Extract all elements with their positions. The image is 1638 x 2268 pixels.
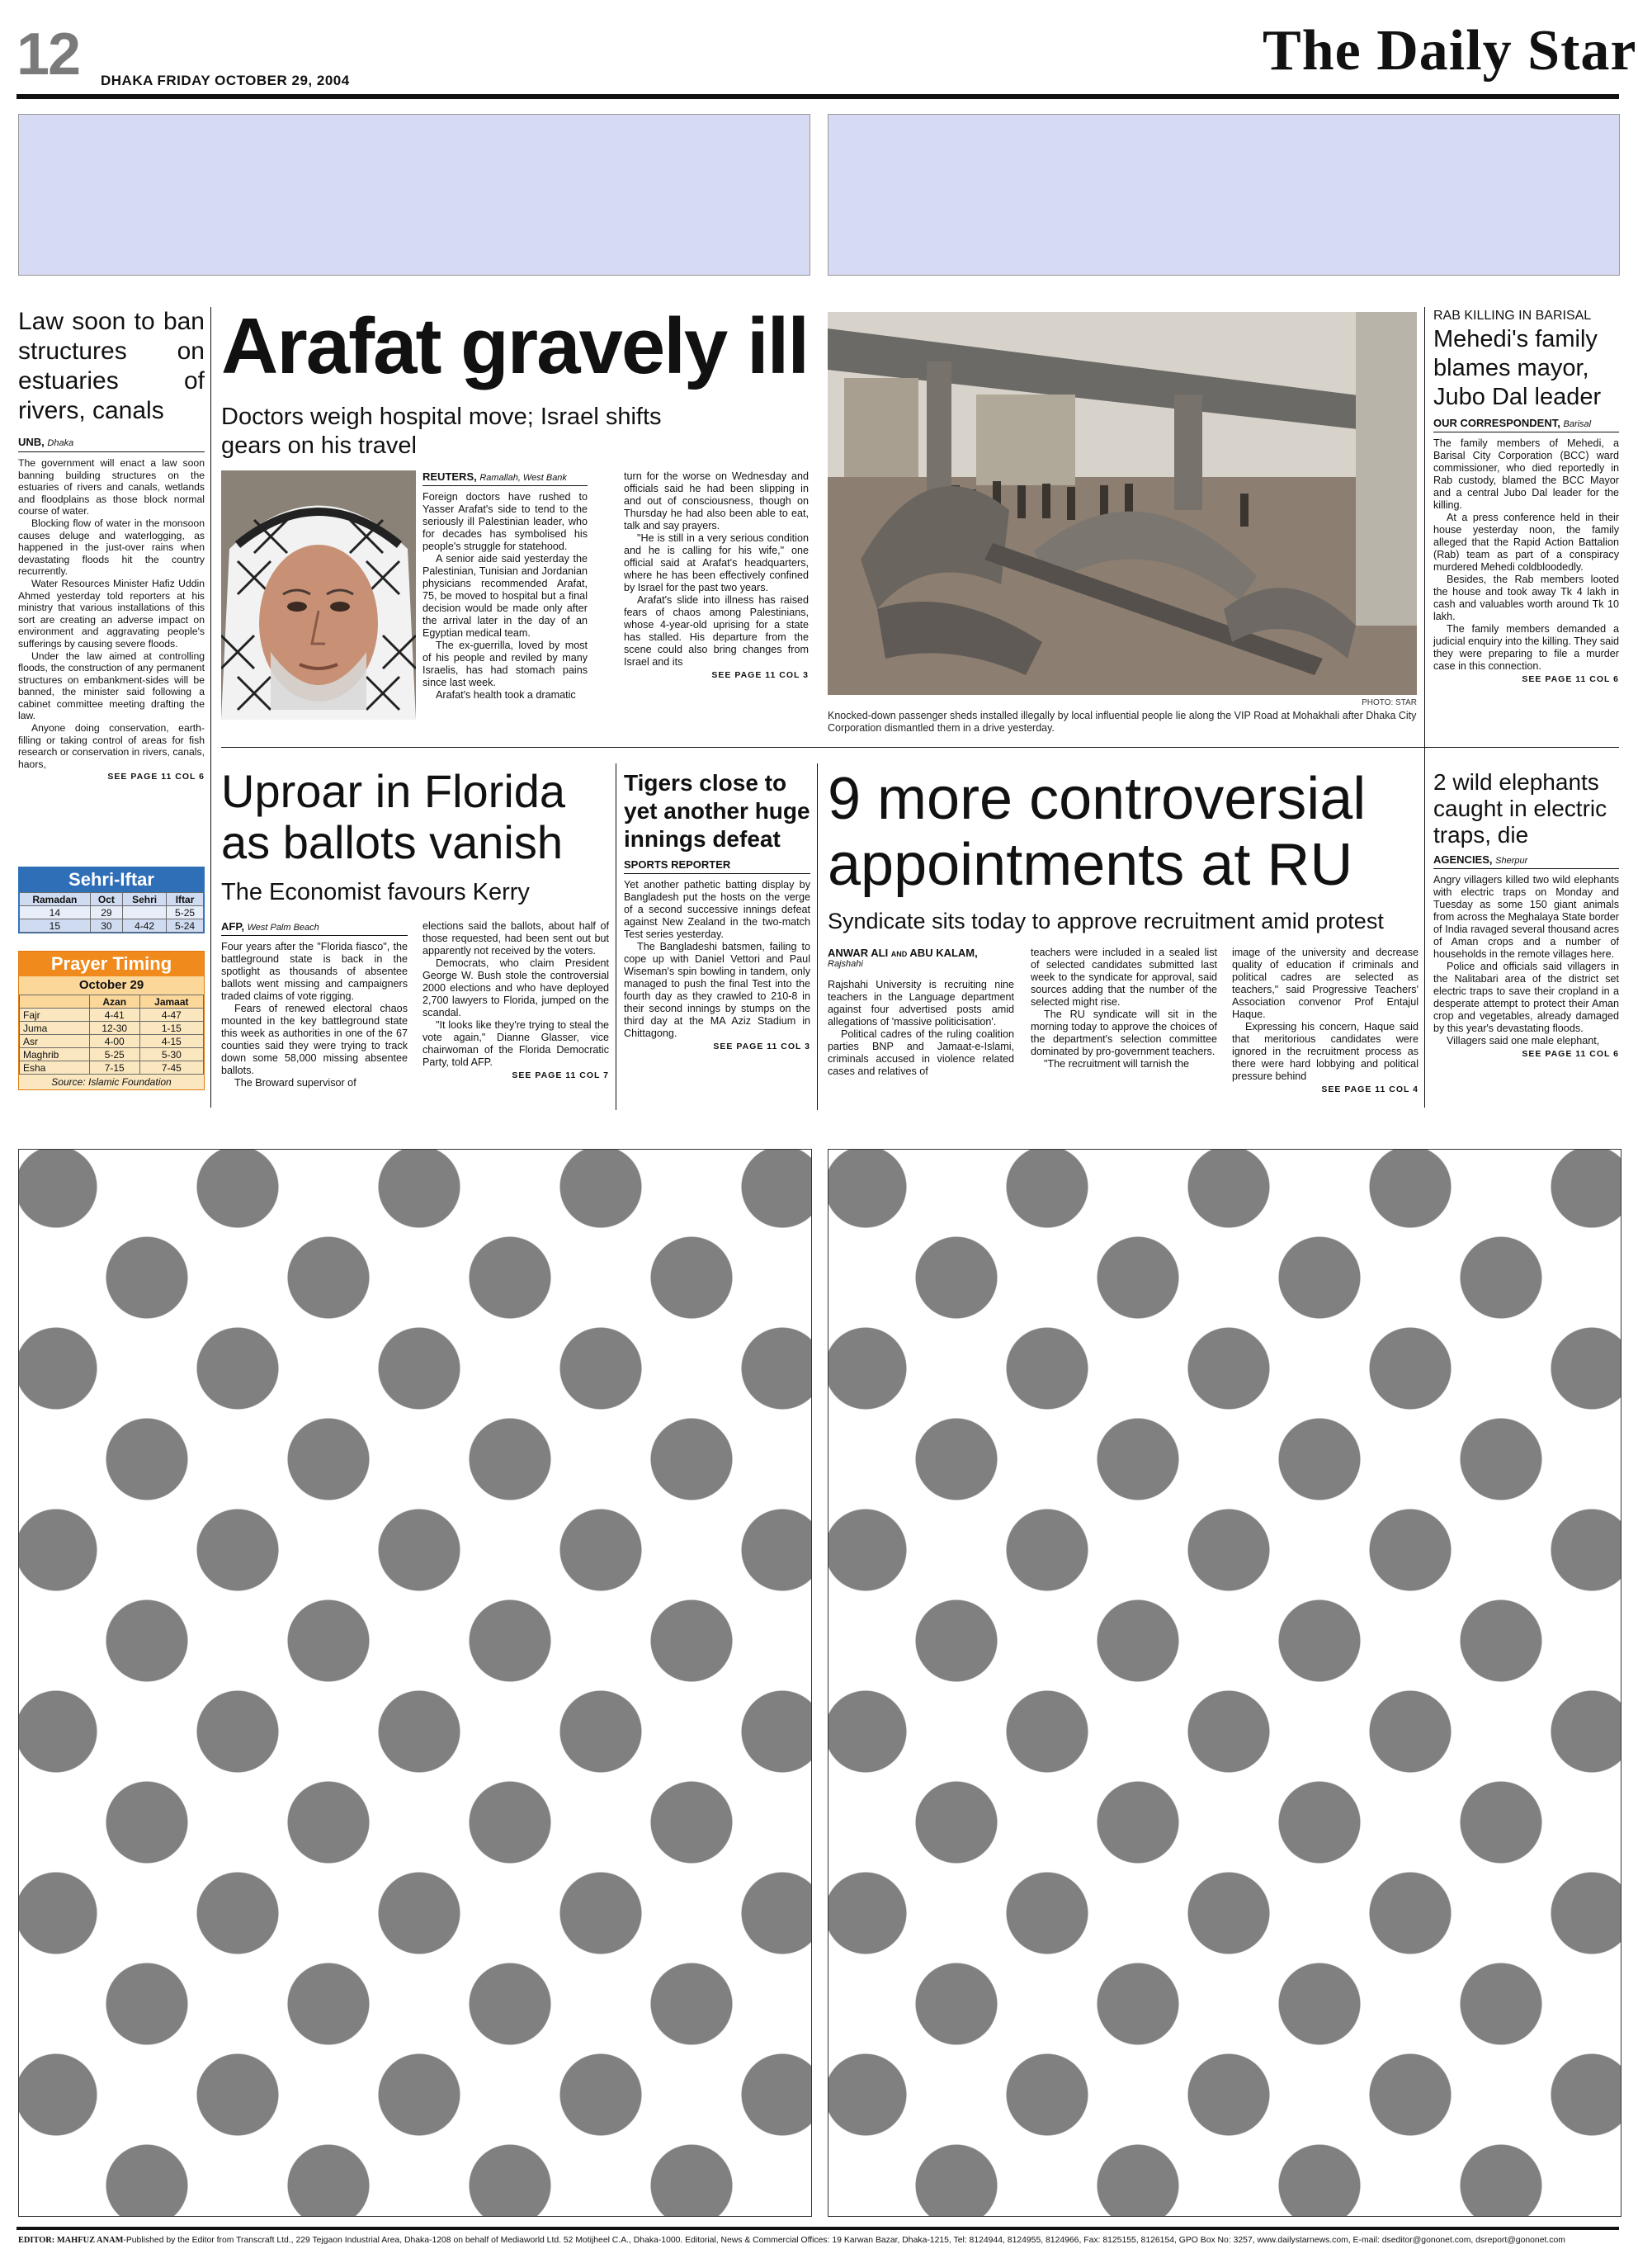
sehri-header-cell: Ramadan <box>20 893 91 906</box>
florida-col1 <box>221 920 408 1089</box>
paragraph: Democrats, who claim President George W. Bush stole the controversial 2000 elections and who have deployed 2,700 lawyers to Florida, jumped on the scandal. <box>422 957 609 1018</box>
prayer-cell: 12-30 <box>89 1022 139 1035</box>
prayer-date: October 29 <box>19 976 204 995</box>
arafat-subhead: Doctors weigh hospital move; Israel shifts gears on his travel <box>221 404 662 459</box>
paragraph: The family members demanded a judicial enquiry into the killing. They said they were preparing to file a murder case in this connection. <box>1433 623 1619 672</box>
paragraph: elections said the ballots, about half of those requested, had been sent out but apparently not received by the voters. <box>422 920 609 957</box>
paragraph: "He is still in a very serious condition and he is calling for his wife," one official said at Arafat's headquarters, where he has been effectively confined by Israel for the past two years. <box>624 532 809 593</box>
paragraph: The Bangladeshi batsmen, failing to cope up with Daniel Vettori and Paul Wiseman's spin bowling in tandem, only managed to push the final Test into the fourth day as they crawled to 210-8 in their second innings by stumps on the third day at the MA Aziz Stadium in Chittagong. <box>624 941 810 1039</box>
sehri-row <box>20 919 204 933</box>
arafat-byline-agency: REUTERS, <box>422 470 477 483</box>
sehri-cell: 4-42 <box>123 919 167 933</box>
prayer-title: Prayer Timing <box>19 952 204 976</box>
prayer-cell: 1-15 <box>139 1022 203 1035</box>
ru-col1 <box>828 947 1014 1078</box>
prayer-cell: 7-45 <box>139 1061 203 1075</box>
sehri-title: Sehri-Iftar <box>19 867 204 892</box>
ru-col3 <box>1232 947 1418 1094</box>
dateline: DHAKA FRIDAY OCTOBER 29, 2004 <box>101 73 350 88</box>
paragraph: Rajshahi University is recruiting nine teachers in the Language department against four advertised posts amid allegations of 'massive politicisation'. <box>828 979 1014 1028</box>
prayer-row <box>20 1035 204 1048</box>
paragraph: Fears of renewed electoral chaos mounted in the key battleground state this week as authorities in one of the 67 counties said they were trying to track down some 58,000 missing absentee ballots. <box>221 1003 408 1076</box>
section-rule <box>221 747 1619 748</box>
paragraph: The government will enact a law soon banning building structures on the estuaries of rivers and canals, wetlands and floodplains as those block normal course of water. <box>18 457 205 517</box>
prayer-name: Esha <box>20 1061 90 1075</box>
florida-subhead: The Economist favours Kerry <box>221 879 530 905</box>
paragraph: Arafat's health took a dramatic <box>436 689 576 701</box>
tigers-headline[interactable]: Tigers close to yet another huge innings defeat <box>624 770 810 852</box>
ru-subhead: Syndicate sits today to approve recruitment amid protest <box>828 909 1384 933</box>
paragraph: Foreign doctors have rushed to Yasser Arafat's side to tend to the seriously ill Palestinian leader, who for decades has symbolised his people's struggle for statehood. <box>422 491 588 552</box>
paragraph: The family members of Mehedi, a Barisal City Corporation (BCC) ward commissioner, who died reportedly in Rab custody, blamed the BCC Mayor and a central Jubo Dal leader for the killing. <box>1433 437 1619 511</box>
arafat-body-2 <box>624 470 809 669</box>
advert-panel-right[interactable] <box>828 1149 1621 2217</box>
arafat-continued[interactable]: SEE PAGE 11 COL 3 <box>711 670 809 680</box>
paragraph: Arafat's slide into illness has raised fears of chaos among Palestinians, whose 4-year-old uprising for a state has stalled. His departure from the scene could also bring changes from Israel and its <box>624 594 809 668</box>
paragraph: The Broward supervisor of <box>234 1077 356 1089</box>
footer-text: -Published by the Editor from Transcraft Ltd., 229 Tejgaon Industrial Area, Dhaka-1208 on behalf of Mediaworld Ltd. 52 Motijheel C.A., Dhaka-1000. Editorial, News & Commercial Offices: 19 Karwan Bazar, Dhaka-1215, Tel: 8124944, 8124955, 8124966, Fax: 8125155, 8126154, GPO Box No: 3257, www.dailystarnews.com, E-mail: dseditor@gononet.com, dsreport@gononet.com <box>123 2236 1565 2245</box>
footer-rule <box>17 2227 1619 2230</box>
sehri-header-cell: Oct <box>90 893 122 906</box>
florida-byline-place: West Palm Beach <box>247 923 319 933</box>
paragraph: Angry villagers killed two wild elephants with electric traps on Monday and Tuesday as some 150 giant animals from across the Meghalaya State border of India ravaged several thousand acres of Aman crops and a number of households in the remote villages here. <box>1433 874 1619 960</box>
elephants-story <box>1433 769 1619 1059</box>
rab-headline[interactable]: Mehedi's family blames mayor, Jubo Dal leader <box>1433 326 1602 410</box>
paragraph: Blocking flow of water in the monsoon causes deluge and waterlogging, as happened in the just-over rains when devastating floods hit the country recurrently. <box>18 517 205 578</box>
photo-credit: PHOTO: STAR <box>1362 698 1417 707</box>
law-story <box>18 307 205 782</box>
elephants-byline-agency: AGENCIES, <box>1433 853 1493 866</box>
column-rule <box>817 763 818 1110</box>
elephants-continued[interactable]: SEE PAGE 11 COL 6 <box>1522 1049 1619 1059</box>
ru-body-3 <box>1232 947 1418 1083</box>
ru-body-2 <box>1031 947 1217 1070</box>
rab-continued[interactable]: SEE PAGE 11 COL 6 <box>1522 674 1619 684</box>
sehri-cell: 5-25 <box>167 906 204 919</box>
paragraph: Villagers said one male elephant, <box>1447 1035 1600 1047</box>
arafat-byline-place: Ramallah, West Bank <box>479 473 567 483</box>
rab-body <box>1433 437 1619 673</box>
prayer-cell: 4-15 <box>139 1035 203 1048</box>
prayer-row <box>20 1061 204 1075</box>
tigers-continued[interactable]: SEE PAGE 11 COL 3 <box>713 1042 810 1051</box>
sehri-table <box>19 892 204 933</box>
prayer-row <box>20 1022 204 1035</box>
arafat-headline[interactable]: Arafat gravely ill <box>221 302 808 390</box>
advert-left[interactable] <box>18 114 810 276</box>
paragraph: Police and officials said villagers in the Nalitabari area of the district set electric traps to save their cropland in a desperate attempt to protect their Aman crop and vegetables, already damaged by this year's devastating floods. <box>1433 961 1619 1034</box>
ru-continued[interactable]: SEE PAGE 11 COL 4 <box>1321 1084 1418 1094</box>
footer-editor: EDITOR: MAHFUZ ANAM <box>18 2236 124 2245</box>
footer-imprint <box>18 2235 1619 2246</box>
florida-continued[interactable]: SEE PAGE 11 COL 7 <box>512 1070 609 1080</box>
ru-body-1 <box>828 979 1014 1078</box>
prayer-header-cell: Jamaat <box>139 995 203 1009</box>
prayer-header-cell: Azan <box>89 995 139 1009</box>
florida-headline[interactable]: Uproar in Florida as ballots vanish <box>221 765 566 868</box>
law-continued[interactable]: SEE PAGE 11 COL 6 <box>107 772 205 782</box>
law-byline <box>18 436 205 448</box>
prayer-name: Asr <box>20 1035 90 1048</box>
prayer-row <box>20 1009 204 1022</box>
law-byline-rule <box>18 451 205 452</box>
paragraph: A senior aide said yesterday the Palestinian, Tunisian and Jordanian physicians recommended Arafat, 75, be moved to hospital but a final decision would be made only after the arrival later in the day of an Egyptian medical team. <box>422 553 588 639</box>
paragraph: Under the law aimed at controlling floods, the construction of any permanent structures on embankment-sides will be banned, the minister said following a cabinet committee meeting drafting the law. <box>18 650 205 722</box>
elephants-byline-place: Sherpur <box>1495 856 1528 866</box>
tigers-byline: SPORTS REPORTER <box>624 858 731 871</box>
sehri-row <box>20 906 204 919</box>
column-rule <box>210 307 211 1108</box>
prayer-cell: 5-30 <box>139 1048 203 1061</box>
arafat-body-1 <box>422 491 588 702</box>
arafat-portrait-icon <box>221 470 416 720</box>
sehri-cell: 15 <box>20 919 91 933</box>
paragraph: Yet another pathetic batting display by Bangladesh put the hosts on the verge of a second successive innings defeat against New Zealand in the two-match Test series yesterday. <box>624 879 810 940</box>
paper-logo: The Daily Star <box>1263 19 1637 83</box>
paragraph: Anyone doing conservation, earth-filling or taking control of areas for fish research or conservation in rivers, canals, haors, <box>18 722 205 770</box>
page-number: 12 <box>17 21 80 87</box>
news-photo <box>828 312 1417 695</box>
florida-body-1 <box>221 941 408 1089</box>
prayer-cell: 7-15 <box>89 1061 139 1075</box>
rab-byline <box>1433 417 1619 429</box>
paragraph: Political cadres of the ruling coalition parties BNP and Jamaat-e-Islami, criminals accused in violence related cases and relatives of <box>828 1028 1014 1077</box>
prayer-name: Juma <box>20 1022 90 1035</box>
prayer-table <box>19 995 204 1075</box>
law-byline-place: Dhaka <box>47 438 74 448</box>
sehri-cell: 14 <box>20 906 91 919</box>
photo-caption: Knocked-down passenger sheds installed illegally by local influential people lie along the VIP Road at Mohakhali after Dhaka City Corporation dismantled them in a drive yesterday. <box>828 710 1417 734</box>
tigers-body <box>624 879 810 1040</box>
paragraph: teachers were included in a sealed list of selected candidates submitted last week to the syndicate for approval, said sources adding that the number of the selected might rise. <box>1031 947 1217 1008</box>
paragraph: The RU syndicate will sit in the morning today to approve the choices of the department's selection committee dominated by pro-government teachers. <box>1031 1009 1217 1057</box>
arafat-col1 <box>422 470 588 702</box>
paragraph: Water Resources Minister Hafiz Uddin Ahmed yesterday told reporters at his ministry that various installations of this sort are creating an adverse impact on environment and aggravating people's sufferings by causing severe floods. <box>18 577 205 650</box>
prayer-name: Maghrib <box>20 1048 90 1061</box>
sehri-cell: 29 <box>90 906 122 919</box>
tigers-byline-rule <box>624 873 810 874</box>
sehri-cell <box>123 906 167 919</box>
florida-col2 <box>422 920 609 1080</box>
sehri-header-cell: Iftar <box>167 893 204 906</box>
advert-right[interactable] <box>828 114 1620 276</box>
tigers-story <box>624 769 810 1051</box>
paragraph: image of the university and decrease quality of education if criminals and political cadres are selected as teachers," said Progressive Teachers' Association convenor Prof Entajul Haque. <box>1232 947 1418 1020</box>
law-headline[interactable]: Law soon to ban structures on estuaries of rivers, canals <box>18 308 205 424</box>
ru-col2 <box>1031 947 1217 1070</box>
prayer-cell: 4-00 <box>89 1035 139 1048</box>
prayer-timing-box <box>18 951 205 1090</box>
arafat-photo <box>221 470 416 720</box>
florida-byline <box>221 920 408 933</box>
paragraph: Expressing his concern, Haque said that meritorious candidates were ignored in the recruitment process as there were hard lobbying and political pressure behind <box>1232 1021 1418 1082</box>
ru-byline-place: Rajshahi <box>828 959 863 969</box>
florida-byline-rule <box>221 935 408 936</box>
florida-byline-agency: AFP, <box>221 920 244 933</box>
ru-headline[interactable]: 9 more controversial appointments at RU <box>828 766 1367 898</box>
elephants-byline-rule <box>1433 868 1619 869</box>
paragraph: "The recruitment will tarnish the <box>1044 1058 1189 1070</box>
sehri-iftar-box <box>18 867 205 933</box>
paragraph: "It looks like they're trying to steal the vote again," Dianne Glasser, vice chairwoman of the Florida Democratic Party, told AFP. <box>422 1019 609 1068</box>
rab-kicker: RAB KILLING IN BARISAL <box>1433 309 1592 323</box>
paragraph: turn for the worse on Wednesday and officials said he had been slipping in and out of consciousness, though on Thursday he had also been able to eat, talk and say prayers. <box>624 470 809 532</box>
rab-byline-agency: OUR CORRESPONDENT, <box>1433 417 1560 429</box>
arafat-byline <box>422 470 588 483</box>
arafat-col2 <box>624 470 809 680</box>
sehri-cell: 5-24 <box>167 919 204 933</box>
paragraph: Four years after the "Florida fiasco", the battleground state is back in the spotlight as thousands of absentee ballots went missing and campaigners traded claims of vote rigging. <box>221 941 408 1002</box>
paragraph: Besides, the Rab members looted the house and took away Tk 4 lakh in cash and valuables worth around Tk 10 lakh. <box>1433 574 1619 622</box>
masthead-rule <box>17 94 1619 99</box>
rab-story <box>1433 309 1619 684</box>
prayer-cell: 4-41 <box>89 1009 139 1022</box>
elephants-byline <box>1433 853 1619 866</box>
paragraph: The ex-guerrilla, loved by most of his people and reviled by many Israelis, has had stomach pains since last week. <box>422 640 588 688</box>
sehri-header-cell: Sehri <box>123 893 167 906</box>
prayer-header-row <box>20 995 204 1009</box>
ru-byline: ANWAR ALI and ABU KALAM, <box>828 947 978 959</box>
prayer-cell: 5-25 <box>89 1048 139 1061</box>
law-byline-agency: UNB, <box>18 436 45 448</box>
rab-byline-place: Barisal <box>1563 419 1592 429</box>
prayer-cell: 4-47 <box>139 1009 203 1022</box>
sehri-cell: 30 <box>90 919 122 933</box>
column-rule <box>1424 307 1425 1108</box>
prayer-name: Fajr <box>20 1009 90 1022</box>
flyover-photo-icon <box>828 312 1417 695</box>
elephants-headline[interactable]: 2 wild elephants caught in electric traps, die <box>1433 769 1607 848</box>
prayer-source: Source: Islamic Foundation <box>51 1076 172 1088</box>
law-body <box>18 457 205 770</box>
advert-panel-left[interactable] <box>18 1149 812 2217</box>
florida-body-2 <box>422 920 609 1069</box>
elephants-body <box>1433 874 1619 1047</box>
prayer-row <box>20 1048 204 1061</box>
sehri-header-row <box>20 893 204 906</box>
prayer-header-cell <box>20 995 90 1009</box>
paragraph: At a press conference held in their house yesterday noon, the family alleged that the Rapid Action Battalion (Rab) team as part of a conspiracy murdered Mehedi coldbloodedly. <box>1433 512 1619 573</box>
arafat-byline-rule <box>422 485 588 486</box>
